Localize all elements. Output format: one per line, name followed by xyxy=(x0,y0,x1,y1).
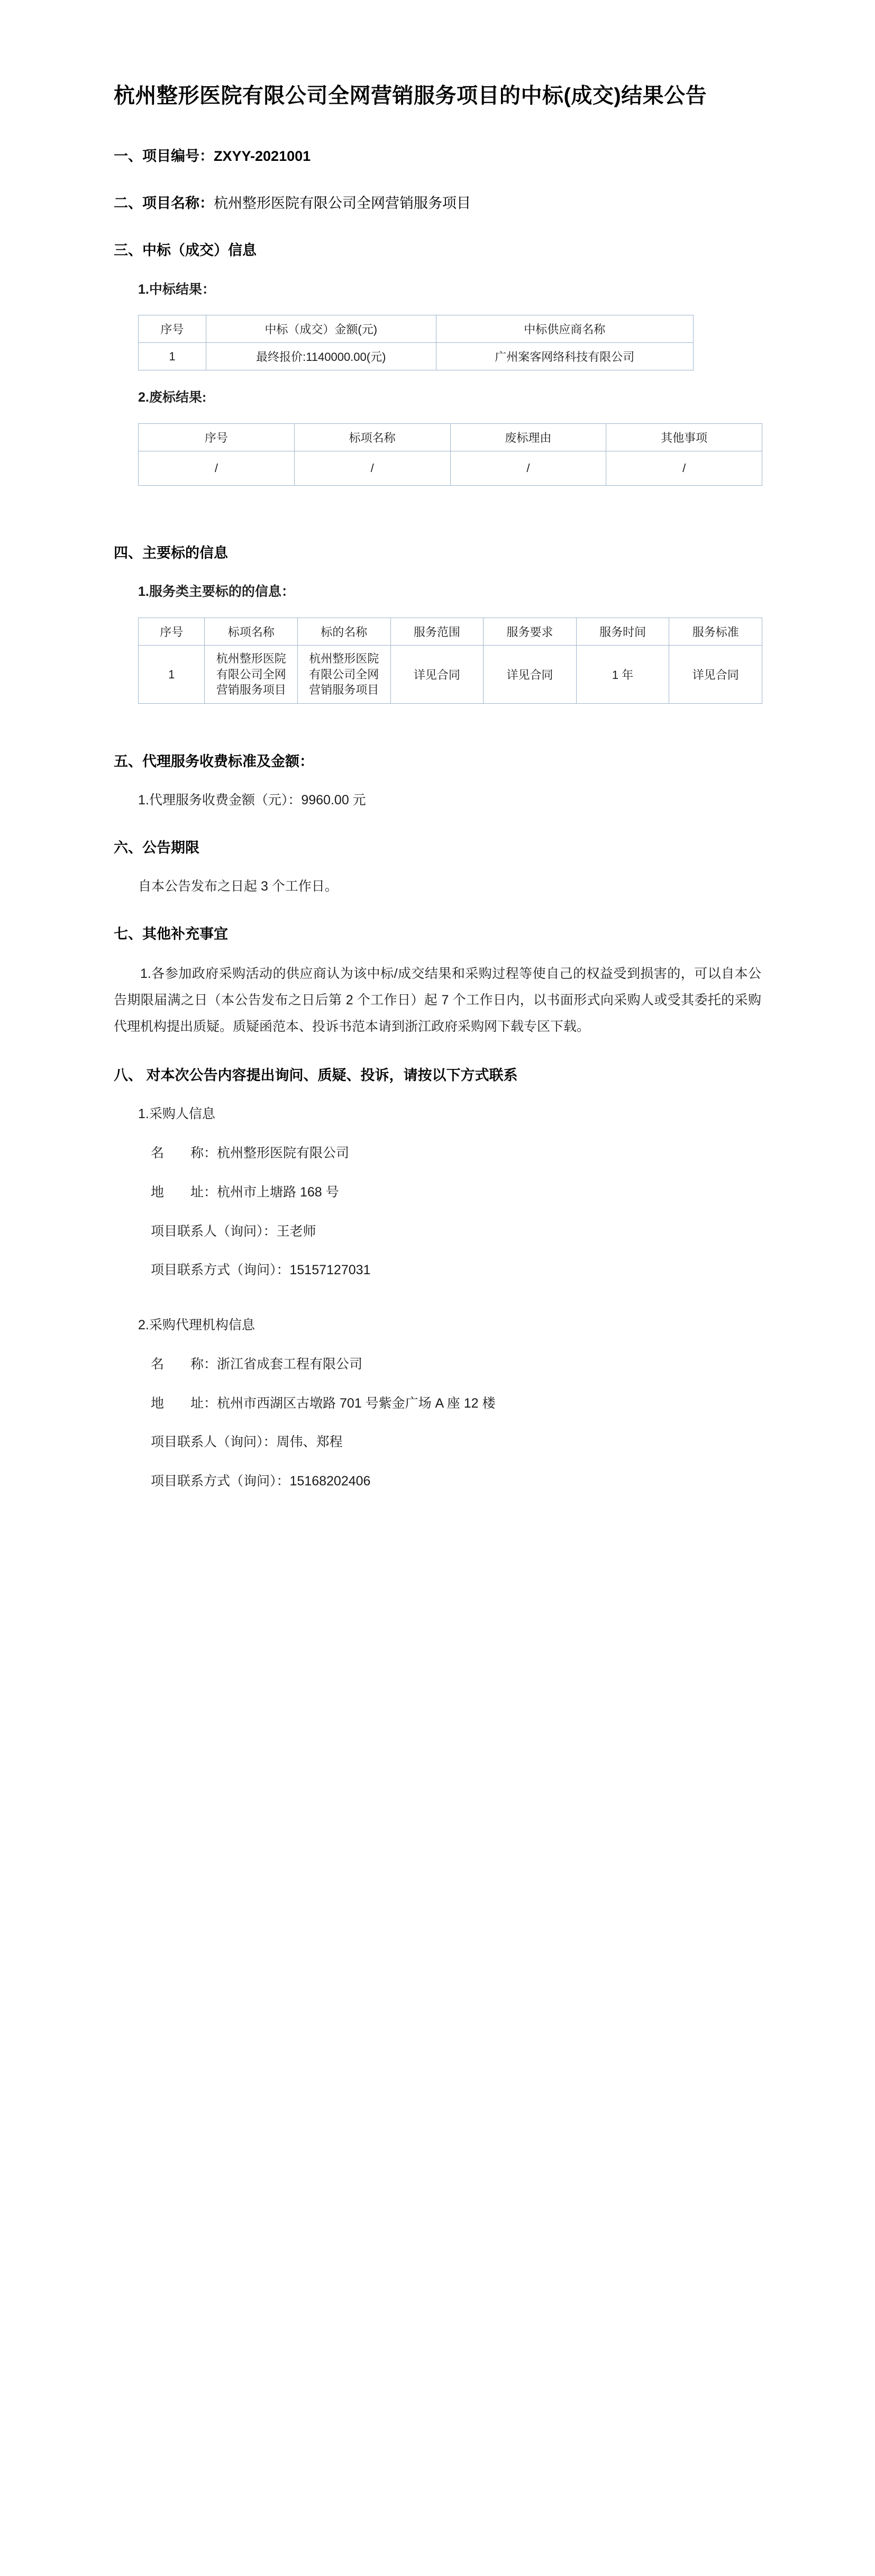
subject-cell-standard: 详见合同 xyxy=(669,646,762,704)
void-header-other: 其他事项 xyxy=(606,424,762,451)
void-header-reason: 废标理由 xyxy=(450,424,606,451)
announcement-period-text: 自本公告发布之日起 3 个工作日。 xyxy=(138,879,338,894)
award-header-supplier: 中标供应商名称 xyxy=(436,315,693,343)
subject-header-duration: 服务时间 xyxy=(576,618,669,646)
void-cell-lot-name: / xyxy=(294,451,450,486)
award-cell-index: 1 xyxy=(139,343,206,370)
subsection-purchaser-info: 1.采购人信息 xyxy=(138,1106,215,1122)
subject-header-standard: 服务标准 xyxy=(669,618,762,646)
void-result-table xyxy=(138,423,762,486)
table-header-row xyxy=(139,618,762,646)
subject-cell-duration: 1 年 xyxy=(576,646,669,704)
section-award-info: 三、中标（成交）信息 xyxy=(114,242,257,259)
other-matters-paragraph xyxy=(114,960,761,1040)
table-header-row xyxy=(139,424,762,451)
section-main-subject: 四、主要标的信息 xyxy=(114,545,228,561)
page-title: 杭州整形医院有限公司全网营销服务项目的中标(成交)结果公告 xyxy=(114,84,707,107)
section-contact: 八、 对本次公告内容提出询问、质疑、投诉，请按以下方式联系 xyxy=(114,1067,518,1084)
section-project-number: 一、项目编号：ZXYY-2021001 xyxy=(114,148,311,164)
subject-header-subject-name: 标的名称 xyxy=(298,618,391,646)
agency-fee-amount: 1.代理服务收费金额（元）：9960.00 元 xyxy=(138,793,366,808)
subject-header-requirement: 服务要求 xyxy=(484,618,577,646)
subject-table xyxy=(138,618,762,704)
agency-contact-phone: 项目联系方式（询问）：15168202406 xyxy=(151,1474,371,1489)
subsection-service-subject: 1.服务类主要标的的信息： xyxy=(138,584,295,600)
award-header-amount: 中标（成交）金额(元) xyxy=(206,315,436,343)
table-header-row xyxy=(139,315,694,343)
subsection-void-result: 2.废标结果: xyxy=(138,390,207,405)
award-result-table xyxy=(138,315,694,370)
purchaser-name: 名 称：杭州整形医院有限公司 xyxy=(151,1146,350,1161)
award-cell-supplier: 广州案客网络科技有限公司 xyxy=(436,343,693,370)
subject-cell-requirement: 详见合同 xyxy=(484,646,577,704)
table-row xyxy=(139,343,694,370)
agency-address: 地 址：杭州市西湖区古墩路 701 号紫金广场 A 座 12 楼 xyxy=(151,1395,496,1411)
other-matters-text: 1.各参加政府采购活动的供应商认为该中标/成交结果和采购过程等使自己的权益受到损害的，可以自本公告期限届满之日（本公告发布之日后第 2 个工作日）起 7 个工作日内，以书面形式向采购人或受其委托的采购代理机构提出质疑。质疑函范本、投诉书范本请到浙江政府采购网下载专区下载。 xyxy=(114,966,761,1035)
subject-cell-subject-name: 杭州整形医院有限公司全网营销服务项目 xyxy=(298,646,391,704)
void-cell-reason: / xyxy=(450,451,606,486)
subject-header-index: 序号 xyxy=(139,618,205,646)
award-cell-amount: 最终报价:1140000.00(元) xyxy=(206,343,436,370)
agency-contact-person: 项目联系人（询问）：周伟、郑程 xyxy=(151,1435,343,1450)
subsection-agency-info: 2.采购代理机构信息 xyxy=(138,1318,255,1333)
void-cell-other: / xyxy=(606,451,762,486)
purchaser-address: 地 址：杭州市上塘路 168 号 xyxy=(151,1184,339,1200)
subsection-award-result: 1.中标结果： xyxy=(138,282,215,297)
purchaser-contact-phone: 项目联系方式（询问）：15157127031 xyxy=(151,1263,371,1278)
subject-cell-scope: 详见合同 xyxy=(390,646,484,704)
purchaser-contact-person: 项目联系人（询问）：王老师 xyxy=(151,1223,316,1239)
spacer xyxy=(114,704,761,726)
table-row xyxy=(139,646,762,704)
section-project-name-value: 杭州整形医院有限公司全网营销服务项目 xyxy=(214,195,471,212)
award-header-index: 序号 xyxy=(139,315,206,343)
spacer xyxy=(114,486,761,518)
subject-header-lot-name: 标项名称 xyxy=(205,618,298,646)
void-header-lot-name: 标项名称 xyxy=(294,424,450,451)
section-announcement-period: 六、公告期限 xyxy=(114,840,199,856)
subject-cell-lot-name: 杭州整形医院有限公司全网营销服务项目 xyxy=(205,646,298,704)
spacer xyxy=(114,1282,761,1298)
table-row xyxy=(139,451,762,486)
subject-header-scope: 服务范围 xyxy=(390,618,484,646)
agency-name: 名 称：浙江省成套工程有限公司 xyxy=(151,1356,363,1372)
section-project-name xyxy=(114,192,761,215)
void-cell-index: / xyxy=(139,451,295,486)
section-other-matters: 七、其他补充事宜 xyxy=(114,926,228,942)
section-agency-fee: 五、代理服务收费标准及金额： xyxy=(114,754,314,770)
void-header-index: 序号 xyxy=(139,424,295,451)
section-project-name-label: 二、项目名称： xyxy=(114,195,214,212)
subject-cell-index: 1 xyxy=(139,646,205,704)
